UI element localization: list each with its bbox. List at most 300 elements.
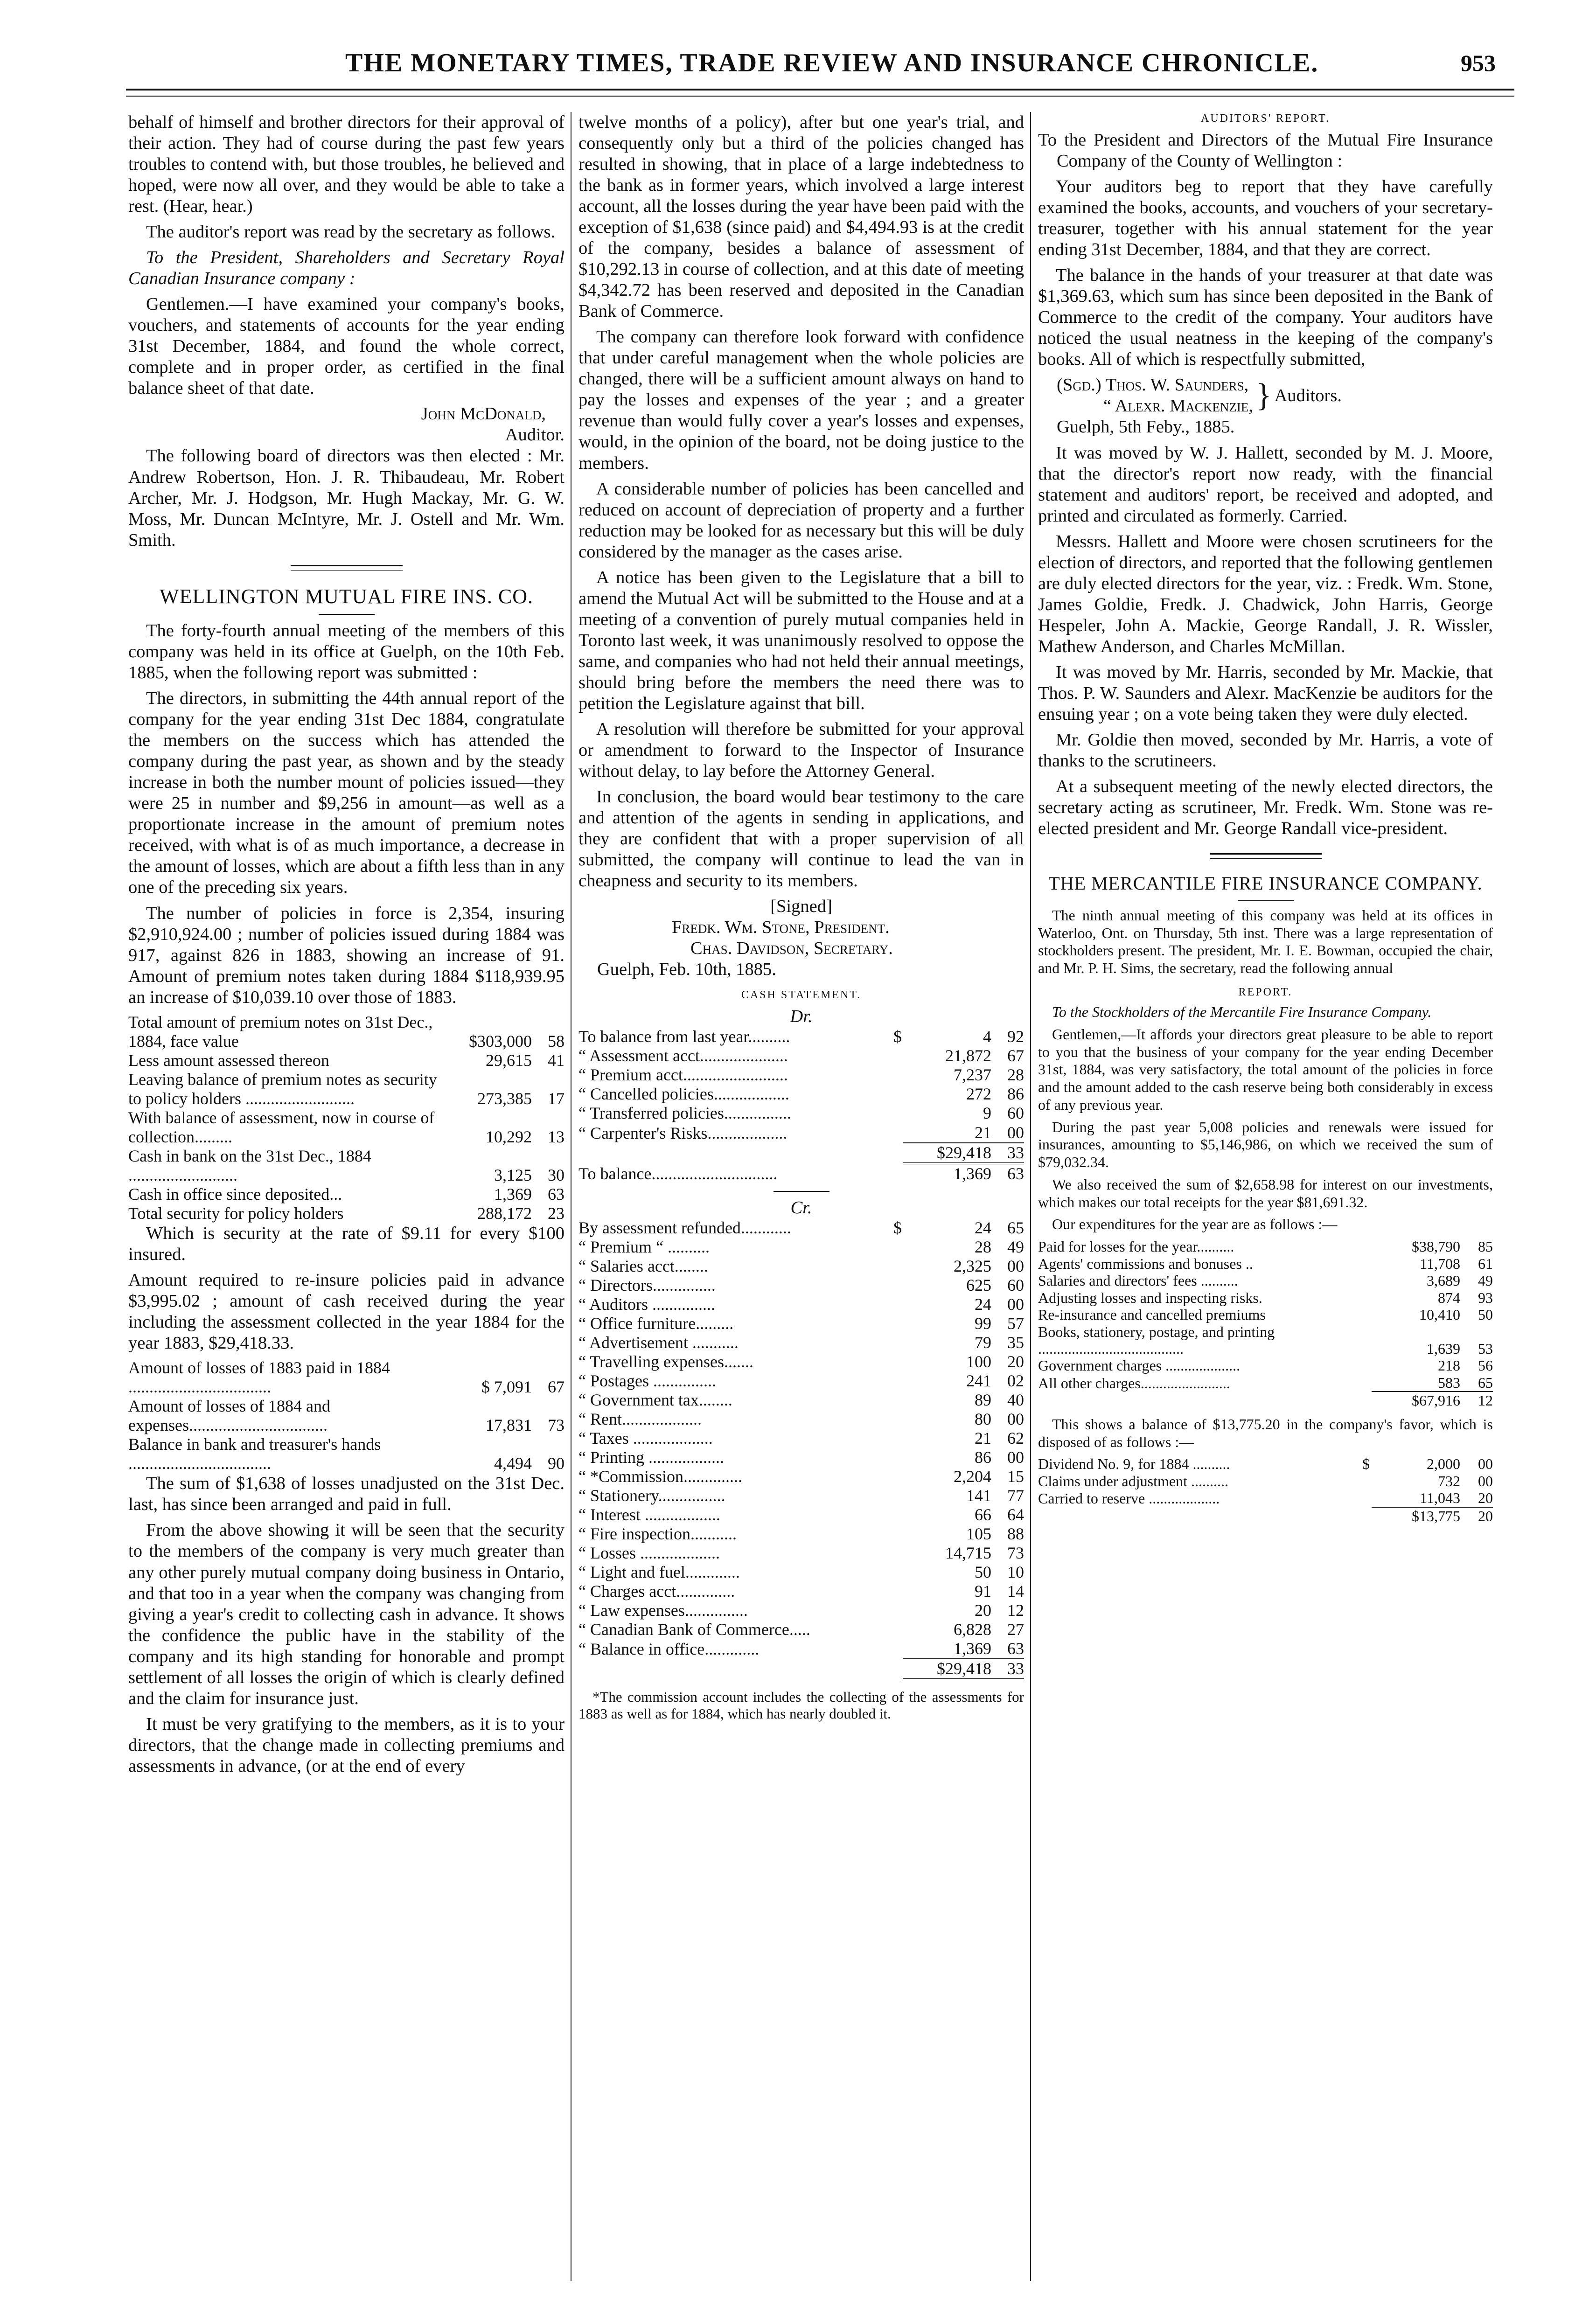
total-row [1038,1507,1493,1524]
row-cents: 63 [1007,1639,1024,1658]
row-label: Cash in bank on the 31st Dec., 1884 .......................... [128,1146,371,1184]
row-amount: 86 [975,1448,991,1467]
row-label: “ Light and fuel............. [578,1563,740,1582]
row-label: All other charges........................ [1038,1374,1230,1392]
column-2 [578,112,1024,1727]
table-row [578,1582,1024,1601]
row-cents: 10 [1007,1563,1024,1582]
table-row [128,1204,564,1223]
signature-secretary: Chas. Davidson, Secretary. [690,939,893,959]
row-cents: 28 [1007,1065,1024,1085]
row-dollar [893,1544,903,1563]
paragraph: In conclusion, the board would bear testimony to the care and attention of the agents in sending in applications, and they are confident that with a proper supervision of all submitted, the company will continue to lead the van in cheapness and security to its members. [578,786,1024,891]
row-dollar [893,1046,903,1065]
row-label: Agents' commissions and bonuses .. [1038,1255,1253,1272]
row-dollar [893,1563,903,1582]
table-row [128,1185,564,1204]
row-cents: 60 [1007,1275,1024,1294]
row-label: “ Interest .................. [578,1505,720,1524]
row-label: To balance from last year.......... [578,1027,790,1046]
row-dollar [893,1104,903,1123]
paragraph: A resolution will therefore be submitted for your approval or amendment to forward to the Inspector of Insurance without delay, to lay before the Attorney General. [578,719,1024,781]
paragraph: The following board of directors was then elected : Mr. Andrew Robertson, Hon. J. R. Thibaudeau, Mr. Robert Archer, Mr. J. Hodgson, Mr. Hugh Mackay, Mr. G. W. Moss, Mr. Duncan McIntyre, Mr. J. Ostell and Mr. Wm. Smith. [128,446,564,550]
paragraph: The balance in the hands of your treasurer at that date was $1,369.63, which sum has since been deposited in the Bank of Commerce to the credit of the company. Your auditors have noticed the usual neatness in the keeping of the company's books. All of which is respectfully submitted, [1038,265,1493,369]
row-amount: 6,828 [954,1620,991,1639]
signature-line: (Sgd.) Thos. W. Saunders, [1057,375,1249,395]
total-amount: $29,418 [903,1659,991,1679]
row-amount: $38,790 [1412,1238,1460,1255]
credit-heading: Cr. [790,1197,812,1218]
paragraph: Your auditors beg to report that they have carefully examined the books, accounts, and vouchers of your secretary-treasurer, together with his annual statement for the year ending 31st December, 1884, and that they are correct. [1038,177,1493,260]
paragraph: The directors, in submitting the 44th annual report of the company for the year ending 31st Dec 1884, congratulate the members on the success which has attended the company during the past year, as shown and by the steady increase in both the number mount of policies issued—they were 25 in number and $9,256 in amount—as well as a proportionate increase in the amount of premium notes received, with what is of as much importance, a decrease in the amount of losses, which are about a fifth less than in any one of the preceding six years. [128,689,564,898]
row-dollar [893,1505,903,1524]
signed-label: [Signed] [770,897,832,917]
row-cents: 35 [1007,1333,1024,1352]
row-amount: 241 [966,1371,991,1390]
row-dollar [893,1238,903,1257]
total-cents: 33 [991,1659,1024,1679]
row-cents: 23 [548,1204,564,1223]
table-row [578,1352,1024,1371]
table-row [1038,1238,1493,1255]
addressee: To the President, Shareholders and Secretary Royal Canadian Insurance company : [128,248,564,289]
table-row [578,1314,1024,1333]
row-cents: 00 [1478,1455,1493,1473]
row-label: “ Cancelled policies.................. [578,1085,789,1104]
row-cents: 61 [1478,1255,1493,1272]
row-cents: 73 [1007,1544,1024,1563]
row-dollar [893,1295,903,1314]
row-label: Adjusting losses and inspecting risks. [1038,1289,1262,1306]
heading-rule [1238,900,1294,901]
row-amount: 141 [966,1486,991,1505]
table-row [578,1371,1024,1391]
debit-heading: Dr. [790,1007,813,1027]
row-cents: 49 [1007,1237,1024,1256]
row-amount: 11,708 [1420,1255,1460,1272]
row-cents: 58 [548,1031,564,1051]
row-label: “ Travelling expenses....... [578,1352,753,1371]
row-cents: 27 [1007,1620,1024,1639]
mercantile-article [1038,907,1493,1524]
paragraph: The forty-fourth annual meeting of the members of this company was held in its office at Guelph, on the 10th Feb. 1885, when the following report was submitted : [128,621,564,683]
row-cents: 17 [548,1089,564,1108]
row-cents: 73 [548,1416,564,1435]
paragraph: A considerable number of policies has been cancelled and reduced on account of depreciation of property and a further reduction may be looked for as necessary but this will be duly considered by the manager as the cases arise. [578,479,1024,562]
row-label: “ Fire inspection........... [578,1524,737,1544]
row-cents: 00 [1007,1256,1024,1275]
row-dollar [893,1467,903,1486]
row-amount: 10,292 [486,1127,532,1146]
table-row [1038,1374,1493,1392]
row-cents: 67 [1007,1046,1024,1065]
header-rule [126,89,1514,90]
place-date: Guelph, 5th Feby., 1885. [1057,417,1235,437]
row-amount: 9 [983,1104,991,1123]
table-row [128,1358,564,1397]
row-label: “ Printing .................. [578,1448,724,1467]
row-cents: 63 [548,1184,564,1204]
row-label: “ Balance in office............. [578,1640,760,1659]
table-row [578,1104,1024,1123]
row-label: Leaving balance of premium notes as security to policy holders .......................... [128,1070,437,1108]
row-cents: 67 [548,1378,564,1397]
page-number: 953 [1461,50,1496,76]
row-amount: $303,000 [469,1031,532,1051]
row-label: “ Postages ............... [578,1371,716,1390]
row-amount: 80 [975,1409,991,1428]
row-amount: 273,385 [477,1089,532,1108]
column-divider [1030,112,1031,2281]
row-label: Claims under adjustment .......... [1038,1472,1228,1489]
row-dollar [893,1582,903,1601]
row-label: Total amount of premium notes on 31st Dec., 1884, face value [128,1012,433,1051]
place-date: Guelph, Feb. 10th, 1885. [597,960,776,980]
page-header [126,44,1496,82]
row-cents: 14 [1007,1582,1024,1601]
table-row [128,1435,564,1473]
row-cents: 57 [1007,1314,1024,1333]
row-cents: 88 [1007,1524,1024,1544]
total-amount: $29,418 [903,1143,991,1163]
row-amount: 21 [975,1123,991,1142]
row-label: “ Premium acct......................... [578,1065,788,1085]
row-dollar [893,1429,903,1448]
signature-name: John McDonald, [421,404,546,424]
running-title: THE MONETARY TIMES, TRADE REVIEW AND INSURANCE CHRONICLE. [345,49,1319,77]
table-row [578,1046,1024,1065]
row-cents: 92 [1007,1027,1024,1046]
row-label: Cash in office since deposited... [128,1184,342,1204]
row-dollar [1362,1473,1372,1489]
row-dollar [893,1352,903,1371]
total-row [578,1659,1024,1679]
row-cents: 63 [1007,1164,1024,1183]
table-row [578,1524,1024,1544]
row-cents: 60 [1007,1104,1024,1123]
row-cents: 00 [1478,1472,1493,1489]
table-row [128,1051,564,1070]
row-dollar [893,1620,903,1639]
row-label: Amount of losses of 1884 and expenses................................. [128,1397,330,1435]
row-cents: 64 [1007,1505,1024,1524]
row-label: To balance.............................. [578,1164,778,1183]
table-row [578,1065,1024,1085]
row-amount: 4 [983,1027,991,1046]
total-cents: 33 [991,1143,1024,1163]
table-row [1038,1272,1493,1289]
section-separator [291,565,403,571]
paragraph: twelve months of a policy), after but one year's trial, and consequently only but a third of the policies changed has resulted in showing, that in place of a large indebtedness to the bank as in former years, which involved a large interest account, all the losses during the year have been paid with the exception of $1,638 (since paid) and $4,494.93 is at the credit of the company, besides a balance of assessment of $10,292.13 in course of collection, and at this date of meeting $4,342.72 has been reserved and deposited in the Canadian Bank of Commerce. [578,112,1024,321]
row-dollar [893,1065,903,1085]
header-rule-thin [126,96,1514,97]
paragraph: We also received the sum of $2,658.98 for interest on our investments, which makes our total receipts for the year $81,691.32. [1038,1176,1493,1211]
auditors-label: Auditors. [1274,385,1342,405]
row-amount: 28 [975,1237,991,1256]
table-row [1038,1323,1493,1357]
paragraph: The sum of $1,638 of losses unadjusted on the 31st Dec. last, has since been arranged and paid in full. [128,1474,564,1515]
paragraph: The ninth annual meeting of this company was held at its offices in Waterloo, Ont. on Thursday, 5th inst. There was a large representation of stockholders present. The president, Mr. I. E. Bowman, occupied the chair, and Mr. P. H. Sims, the secretary, read the following annual [1038,906,1493,977]
row-amount: 20 [975,1601,991,1620]
table-row [578,1257,1024,1276]
row-cents: 00 [1007,1294,1024,1314]
table-row [578,1505,1024,1524]
paragraph: Amount required to re-insure policies paid in advance $3,995.02 ; amount of cash received during the year including the assessment collected in the year 1884 for the year 1883, $29,418.33. [128,1270,564,1353]
row-cents: 13 [548,1127,564,1146]
row-amount: $ 7,091 [481,1378,532,1397]
paragraph: During the past year 5,008 policies and renewals were issued for insurances, amounting to $5,146,986, on which we received the sum of $79,032.34. [1038,1118,1493,1171]
row-label: “ Losses ................... [578,1544,720,1563]
table-row [578,1027,1024,1046]
row-dollar [893,1123,903,1143]
row-label: Re-insurance and cancelled premiums [1038,1306,1266,1323]
row-amount: 14,715 [945,1544,991,1563]
heading-rule [319,614,375,615]
table-row [578,1620,1024,1639]
paragraph: The number of policies in force is 2,354, insuring $2,910,924.00 ; number of policies issued during 1884 was 917, against 826 in 1883, showing an increase of 91. Amount of premium notes taken during 1884 $118,939.95 an increase of $10,039.10 over those of 1883. [128,903,564,1007]
row-cents: 53 [1478,1340,1493,1357]
row-cents: 00 [1007,1123,1024,1142]
table-row [578,1601,1024,1620]
row-amount: 583 [1438,1374,1460,1391]
row-dollar [893,1257,903,1276]
row-amount: 2,204 [954,1467,991,1486]
row-dollar [893,1333,903,1352]
article-heading: WELLINGTON MUTUAL FIRE INS. CO. [160,584,533,608]
row-label: “ Transferred policies................ [578,1104,791,1123]
paragraph: behalf of himself and brother directors for their approval of their action. They had of course during the past few years troubles to contend with, but those troubles, he believed and hoped, were now all over, and they would be able to take a rest. (Hear, hear.) [128,112,564,216]
total-amount: $67,916 [1372,1392,1460,1409]
row-cents: 56 [1478,1357,1493,1374]
row-cents: 20 [1007,1352,1024,1371]
paragraph: Mr. Goldie then moved, seconded by Mr. Harris, a vote of thanks to the scrutineers. [1038,730,1493,771]
row-amount: 2,000 [1427,1455,1460,1473]
paragraph: Messrs. Hallett and Moore were chosen scrutineers for the election of directors, and reported that the following gentlemen are duly elected directors for the year, viz. : Fredk. Wm. Stone, James Goldie, Fredk. J. Chadwick, John Harris, George Hespeler, John A. Mackie, George Randall, J. R. Wissler, Mathew Anderson, and Charles McMillan. [1038,531,1493,656]
losses-table [128,1358,564,1473]
table-row [128,1070,564,1108]
row-amount: 1,369 [954,1639,991,1658]
row-amount: 1,369 [954,1164,991,1183]
addressee: To the Stockholders of the Mercantile Fire Insurance Company. [1052,1003,1432,1021]
row-label: “ *Commission.............. [578,1467,743,1486]
row-dollar [893,1448,903,1467]
row-cents: 65 [1007,1218,1024,1237]
row-dollar [893,1085,903,1104]
row-dollar [893,1601,903,1620]
row-cents: 62 [1007,1428,1024,1447]
row-amount: 7,237 [954,1065,991,1085]
row-dollar: $ [893,1218,902,1237]
table-row [578,1563,1024,1582]
row-label: By assessment refunded............ [578,1218,791,1237]
table-row [1038,1306,1493,1323]
total-row [1038,1392,1493,1409]
row-cents: 77 [1007,1486,1024,1505]
table-row [1038,1289,1493,1306]
row-cents: 40 [1007,1390,1024,1409]
table-row [578,1333,1024,1352]
paragraph: A notice has been given to the Legislature that a bill to amend the Mutual Act will be submitted to the House and at a meeting of a convention of purely mutual companies held in Toronto last week, it was unanimously resolved to oppose the same, and companies who had not held their annual meetings, should bring before the members the need there was to petition the Legislature against that bill. [578,567,1024,713]
row-cents: 20 [1478,1489,1493,1507]
expenditure-table [1038,1238,1493,1409]
table-row [578,1295,1024,1314]
table-row [578,1123,1024,1143]
row-dollar [1362,1489,1372,1507]
row-dollar [893,1639,903,1659]
total-cents: 20 [1460,1507,1493,1524]
row-amount: 105 [966,1524,991,1544]
table-row [578,1544,1024,1563]
row-label: “ Directors............... [578,1275,716,1294]
report-heading: REPORT. [1238,986,1293,998]
row-dollar [893,1410,903,1429]
table-row [578,1429,1024,1448]
row-dollar [893,1276,903,1295]
auditor-signatures [1038,375,1493,417]
row-amount: 21 [975,1428,991,1447]
row-amount: 79 [975,1333,991,1352]
row-label: “ Canadian Bank of Commerce..... [578,1620,810,1639]
footnote: *The commission account includes the collecting of the assessments for 1883 as well as for 1884, which has nearly doubled it. [578,1689,1024,1722]
table-row [128,1397,564,1435]
row-label: Balance in bank and treasurer's hands .................................. [128,1435,381,1473]
paragraph: The company can therefore look forward with confidence that under careful management when the whole policies are changed, there will be a sufficient amount always on hand to pay the losses and expenses of the year ; and a greater revenue than would fully cover a year's losses and expenses, would, in the opinion of the board, not be doing justice to the members. [578,327,1024,473]
signature-line: “ Alexr. Mackenzie, [1103,396,1253,416]
auditor-letter: Gentlemen.—I have examined your company's books, vouchers, and statements of accounts for the year ending 31st December, 1884, and found the whole correct, complete and in proper order, as certified in the final balance sheet of that date. [128,294,564,398]
row-label: Less amount assessed thereon [128,1051,329,1070]
table-row [578,1639,1024,1659]
signature-role: Auditor. [505,425,564,445]
row-label: “ Premium “ .......... [578,1237,710,1256]
row-amount: 50 [975,1563,991,1582]
row-label: “ Stationery................ [578,1486,725,1505]
row-amount: 11,043 [1420,1489,1460,1507]
row-label: “ Government tax........ [578,1390,732,1409]
row-amount: 3,125 [494,1165,532,1184]
table-row [578,1276,1024,1295]
table-row [578,1486,1024,1505]
table-row [578,1391,1024,1410]
paragraph: This shows a balance of $13,775.20 in the company's favor, which is disposed of as follows :— [1038,1415,1493,1450]
row-label: “ Salaries acct........ [578,1256,708,1275]
row-label: Total security for policy holders [128,1204,344,1223]
row-amount: 4,494 [494,1454,532,1473]
row-label: Carried to reserve ................... [1038,1490,1220,1507]
paragraph: It was moved by Mr. Harris, seconded by Mr. Mackie, that Thos. P. W. Saunders and Alexr. MacKenzie be auditors for the ensuing year ; on a vote being taken they were duly elected. [1038,662,1493,724]
row-amount: 99 [975,1314,991,1333]
table-row [1038,1255,1493,1272]
table-row [578,1085,1024,1104]
table-row [128,1013,564,1051]
row-amount: 218 [1438,1357,1460,1374]
row-cents: 86 [1007,1085,1024,1104]
table-row [1038,1357,1493,1374]
column-3 [1038,112,1493,1524]
row-label: “ Auditors ............... [578,1294,715,1314]
cash-statement-heading: CASH STATEMENT. [741,989,862,1002]
row-cents: 30 [548,1165,564,1184]
row-cents: 85 [1478,1238,1493,1255]
row-cents: 93 [1478,1289,1493,1306]
row-amount: 10,410 [1419,1306,1460,1323]
row-label: “ Advertisement ........... [578,1333,739,1352]
table-row [578,1410,1024,1429]
auditors-report-heading: AUDITORS' REPORT. [1200,112,1331,125]
paragraph: From the above showing it will be seen that the security to the members of the company is very much greater than any other purely mutual company doing business in Ontario, and that too in a year when the company was changing from giving a year's credit to collecting cash in advance. It shows the confidence the public have in the stability of the company and its high standing for honorable and prompt settlement of all losses the origin of which is clearly defined and the claim for insurance just. [128,1520,564,1708]
row-dollar [893,1314,903,1333]
row-amount: 91 [975,1582,991,1601]
row-cents: 12 [1007,1601,1024,1620]
table-row [128,1108,564,1147]
row-cents: 00 [1007,1448,1024,1467]
row-amount: 874 [1438,1289,1460,1306]
row-dollar [893,1524,903,1544]
row-label: Salaries and directors' fees .......... [1038,1272,1238,1289]
paragraph: Gentlemen,—It affords your directors great pleasure to be able to report to you that the business of your company for the year ending December 31st, 1884, was very satisfactory, the total amount of the policies in force and the amount added to the cash reserve being both considerably in excess of any previous year. [1038,1025,1493,1113]
row-cents: 41 [548,1051,564,1070]
row-label: Government charges .................... [1038,1357,1240,1374]
row-amount: 272 [966,1085,991,1104]
row-label: Amount of losses of 1883 paid in 1884 .................................. [128,1358,390,1397]
row-amount: 24 [975,1218,991,1237]
row-dollar [893,1371,903,1391]
row-amount: 21,872 [945,1046,991,1065]
table-row [128,1147,564,1185]
table-row [578,1218,1024,1238]
column-1 [128,112,564,1781]
row-cents: 00 [1007,1409,1024,1428]
row-amount: 288,172 [477,1204,532,1223]
row-dollar: $ [893,1027,902,1046]
row-amount: 2,325 [954,1256,991,1275]
paragraph: Our expenditures for the year are as follows :— [1052,1216,1338,1233]
signature-president: Fredk. Wm. Stone, President. [672,918,890,938]
row-label: “ Law expenses............... [578,1601,748,1620]
addressee: To the President and Directors of the Mutual Fire Insurance Company of the County of Wellington : [1038,130,1493,171]
row-amount: 1,639 [1427,1340,1460,1357]
brace: } [1255,377,1272,414]
row-amount: 29,615 [486,1051,532,1070]
row-dollar: $ [1362,1455,1370,1473]
row-amount: 17,831 [486,1416,532,1435]
paragraph: It must be very gratifying to the members, as it is to your directors, that the change made in collecting premiums and assessments in advance, (or at the end of every [128,1714,564,1776]
table-rule [774,1191,829,1192]
row-amount: 66 [975,1505,991,1524]
total-amount: $13,775 [1372,1507,1460,1524]
row-label: “ Office furniture......... [578,1314,734,1333]
row-amount: 100 [966,1352,991,1371]
row-amount: 89 [975,1390,991,1409]
debit-table [578,1027,1024,1183]
table-row [578,1467,1024,1486]
table-row [578,1238,1024,1257]
row-amount: 732 [1438,1472,1460,1489]
disposition-table [1038,1455,1493,1524]
table-row [1038,1489,1493,1507]
total-row [578,1143,1024,1163]
paragraph: The auditor's report was read by the secretary as follows. [146,222,556,242]
row-cents: 65 [1478,1374,1493,1391]
row-cents: 50 [1478,1306,1493,1323]
row-amount: 24 [975,1294,991,1314]
table-row [1038,1455,1493,1472]
row-cents: 02 [1007,1371,1024,1390]
row-label: “ Charges acct.............. [578,1582,735,1601]
paragraph: Which is security at the rate of $9.11 for every $100 insured. [128,1224,564,1265]
row-label: “ Rent................... [578,1409,702,1428]
paragraph: At a subsequent meeting of the newly elected directors, the secretary acting as scrutineer, Mr. Fredk. Wm. Stone was re-elected president and Mr. George Randall vice-president. [1038,776,1493,839]
paragraph: It was moved by W. J. Hallett, seconded by M. J. Moore, that the director's report now ready, with the financial statement and auditors' report, be received and adopted, and printed and circulated as formerly. Carried. [1038,443,1493,526]
